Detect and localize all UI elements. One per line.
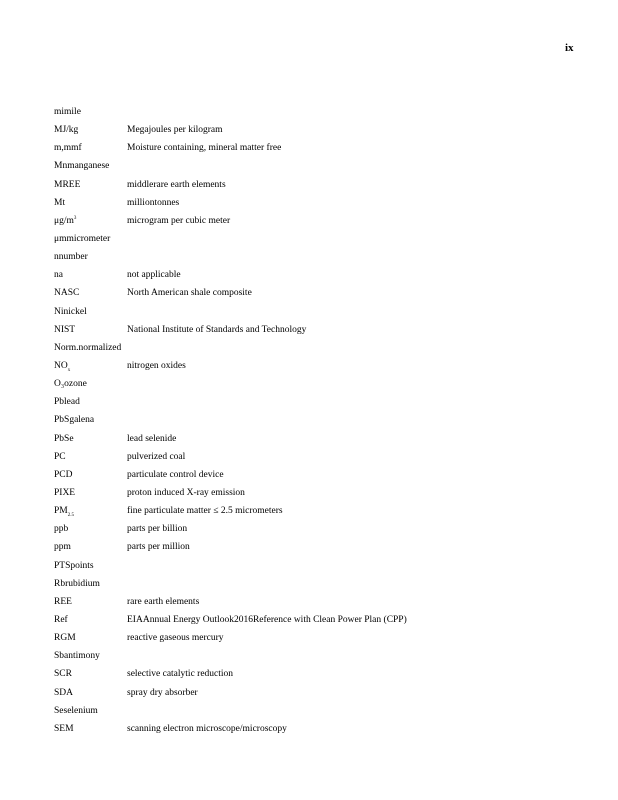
- subscript: 2.5: [67, 512, 74, 518]
- abbreviation-term: mimile: [54, 107, 81, 117]
- abbreviation-row: [54, 650, 574, 668]
- abbreviation-row: [54, 197, 574, 215]
- abbreviation-definition: EIAAnnual Energy Outlook2016Reference with Clean Power Plan (CPP): [127, 614, 407, 625]
- abbreviation-definition: middlerare earth elements: [127, 179, 226, 190]
- abbreviation-row: [54, 360, 574, 378]
- abbreviation-term: Pblead: [54, 397, 80, 408]
- abbreviation-term: Ninickel: [54, 306, 87, 317]
- abbreviation-definition: proton induced X-ray emission: [127, 487, 245, 498]
- abbreviation-term: PbSgalena: [54, 415, 95, 426]
- abbreviation-definition: North American shale composite: [127, 288, 252, 299]
- abbreviation-row: [54, 142, 574, 160]
- abbreviation-row: [54, 179, 574, 197]
- abbreviation-row: [54, 342, 574, 360]
- abbreviation-term: Norm.normalized: [54, 342, 122, 353]
- abbreviation-term: PbSe: [54, 433, 74, 444]
- abbreviation-term: m,mmf: [54, 143, 82, 154]
- abbreviation-term: MREE: [54, 179, 81, 190]
- abbreviation-term: NASC: [54, 288, 80, 299]
- abbreviation-row: [54, 414, 574, 432]
- abbreviation-term: Sbantimony: [54, 651, 100, 662]
- abbreviation-definition: National Institute of Standards and Technology: [127, 324, 307, 335]
- abbreviation-term: MJ/kg: [54, 125, 79, 136]
- abbreviation-row: [54, 215, 574, 233]
- abbreviation-row: [54, 723, 574, 741]
- abbreviation-term: [54, 215, 76, 227]
- abbreviation-row: [54, 106, 574, 124]
- abbreviation-term: Seselenium: [54, 705, 98, 716]
- abbreviation-term: REE: [54, 596, 72, 607]
- abbreviation-term: Mnmanganese: [54, 161, 110, 172]
- abbreviation-term: na: [54, 270, 63, 281]
- abbreviation-list: [54, 106, 574, 741]
- abbreviation-term: Rbrubidium: [54, 578, 100, 589]
- abbreviation-row: [54, 451, 574, 469]
- abbreviation-definition: milliontonnes: [127, 197, 180, 208]
- abbreviation-definition: spray dry absorber: [127, 687, 198, 698]
- abbreviation-row: [54, 578, 574, 596]
- abbreviation-term: ppb: [54, 524, 69, 535]
- subscript: x: [67, 367, 71, 373]
- abbreviation-row: [54, 487, 574, 505]
- abbreviation-term: NIST: [54, 324, 76, 335]
- abbreviation-row: [54, 523, 574, 541]
- abbreviation-term: PCD: [54, 469, 73, 480]
- abbreviation-row: [54, 287, 574, 305]
- abbreviation-term: PIXE: [54, 487, 76, 498]
- abbreviation-definition: reactive gaseous mercury: [127, 633, 224, 644]
- abbreviation-row: [54, 233, 574, 251]
- abbreviation-row: [54, 378, 574, 396]
- abbreviation-term: nnumber: [54, 252, 88, 263]
- abbreviation-row: [54, 614, 574, 632]
- abbreviation-term: SDA: [54, 687, 74, 698]
- abbreviation-term: μmmicrometer: [54, 233, 111, 244]
- abbreviation-row: [54, 668, 574, 686]
- abbreviation-term-text: NO: [54, 360, 68, 371]
- page-number: ix: [565, 42, 574, 54]
- abbreviation-definition: parts per billion: [127, 524, 188, 535]
- abbreviation-term: SCR: [54, 669, 72, 680]
- abbreviation-definition: fine particulate matter ≤ 2.5 micrometers: [127, 506, 283, 517]
- abbreviation-term-text: μg/m: [54, 215, 74, 226]
- abbreviation-definition: pulverized coal: [127, 451, 186, 462]
- abbreviation-definition: Moisture containing, mineral matter free: [127, 143, 282, 154]
- abbreviation-term: RGM: [54, 633, 76, 644]
- abbreviation-row: [54, 396, 574, 414]
- abbreviation-definition: nitrogen oxides: [127, 360, 186, 371]
- abbreviation-term: O₃ozone: [54, 379, 87, 390]
- abbreviation-term-text: PM: [54, 506, 68, 517]
- abbreviation-definition: scanning electron microscope/microscopy: [127, 723, 287, 734]
- abbreviation-definition: rare earth elements: [127, 596, 200, 607]
- abbreviation-row: [54, 324, 574, 342]
- abbreviation-row: [54, 560, 574, 578]
- abbreviation-term: ppm: [54, 542, 71, 553]
- abbreviation-definition: Megajoules per kilogram: [127, 125, 223, 136]
- abbreviation-term: SEM: [54, 723, 74, 734]
- abbreviation-row: [54, 687, 574, 705]
- abbreviation-term: PTSpoints: [54, 560, 94, 571]
- abbreviation-row: [54, 160, 574, 178]
- abbreviation-term: Mt: [54, 197, 66, 208]
- abbreviation-row: [54, 705, 574, 723]
- abbreviation-row: [54, 596, 574, 614]
- abbreviation-row: [54, 469, 574, 487]
- superscript: 3: [73, 215, 77, 221]
- abbreviation-row: [54, 124, 574, 142]
- abbreviation-definition: microgram per cubic meter: [127, 215, 231, 226]
- abbreviation-row: [54, 269, 574, 287]
- abbreviation-row: [54, 251, 574, 269]
- abbreviation-row: [54, 632, 574, 650]
- abbreviation-row: [54, 541, 574, 559]
- abbreviation-row: [54, 433, 574, 451]
- abbreviation-definition: lead selenide: [127, 433, 177, 444]
- abbreviation-row: [54, 306, 574, 324]
- abbreviation-term: Ref: [54, 614, 68, 625]
- abbreviation-term: [54, 505, 74, 517]
- abbreviation-row: [54, 505, 574, 523]
- abbreviation-definition: parts per million: [127, 542, 190, 553]
- abbreviation-term: [54, 360, 70, 372]
- abbreviation-definition: not applicable: [127, 270, 181, 281]
- abbreviation-term: PC: [54, 451, 66, 462]
- abbreviation-definition: selective catalytic reduction: [127, 669, 234, 680]
- abbreviation-definition: particulate control device: [127, 469, 224, 480]
